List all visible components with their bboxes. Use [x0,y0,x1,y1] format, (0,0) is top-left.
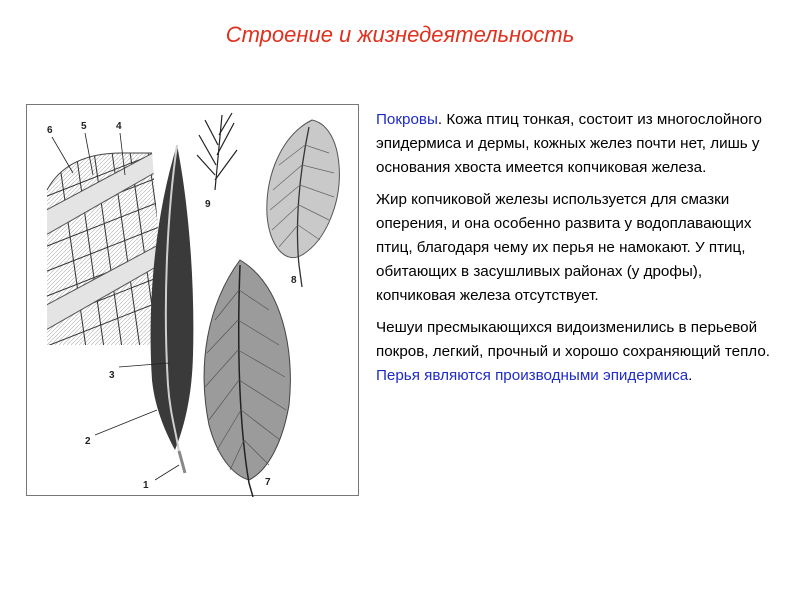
contour-feather [151,145,194,473]
scales-text: Чешуи пресмыкающихся видоизменились в перьевой покров, легкий, прочный и хорошо сохраняющий тепло. [376,319,770,360]
label-6: 6 [47,125,53,136]
filoplume-feather [197,113,237,190]
label-4: 4 [116,121,122,132]
paragraph-gland: Жир копчиковой железы используется для смазки оперения, и она особенно развита у водоплавающих птиц, благодаря чему их перья не намокают. У птиц, обитающих в засушливых районах (у дрофы), копчиковая железа отсутствует. [376,191,752,304]
label-9: 9 [205,199,211,210]
scales-end: . [688,367,693,384]
label-1: 1 [143,480,149,491]
label-3: 3 [109,370,115,381]
feathers-origin-highlight: Перья являются производными эпидермиса [376,367,689,384]
feather-illustration [27,105,360,497]
paragraph-scales [376,316,776,388]
integument-term: Покровы [376,111,438,128]
integument-text: . Кожа птиц тонкая, состоит из многослойного эпидермиса и дермы, кожных желез почти нет, лишь у основания хвоста имеется копчиковая железа. [376,111,762,176]
label-2: 2 [85,436,91,447]
label-7: 7 [265,477,271,488]
slide-body [376,108,776,396]
slide-title: Строение и жизнедеятельность [225,22,575,47]
label-8: 8 [291,275,297,286]
down-feather [267,120,340,287]
paragraph-integument [376,108,776,180]
body-feather [204,260,290,497]
label-5: 5 [81,121,87,132]
feather-structure-figure [26,104,359,496]
